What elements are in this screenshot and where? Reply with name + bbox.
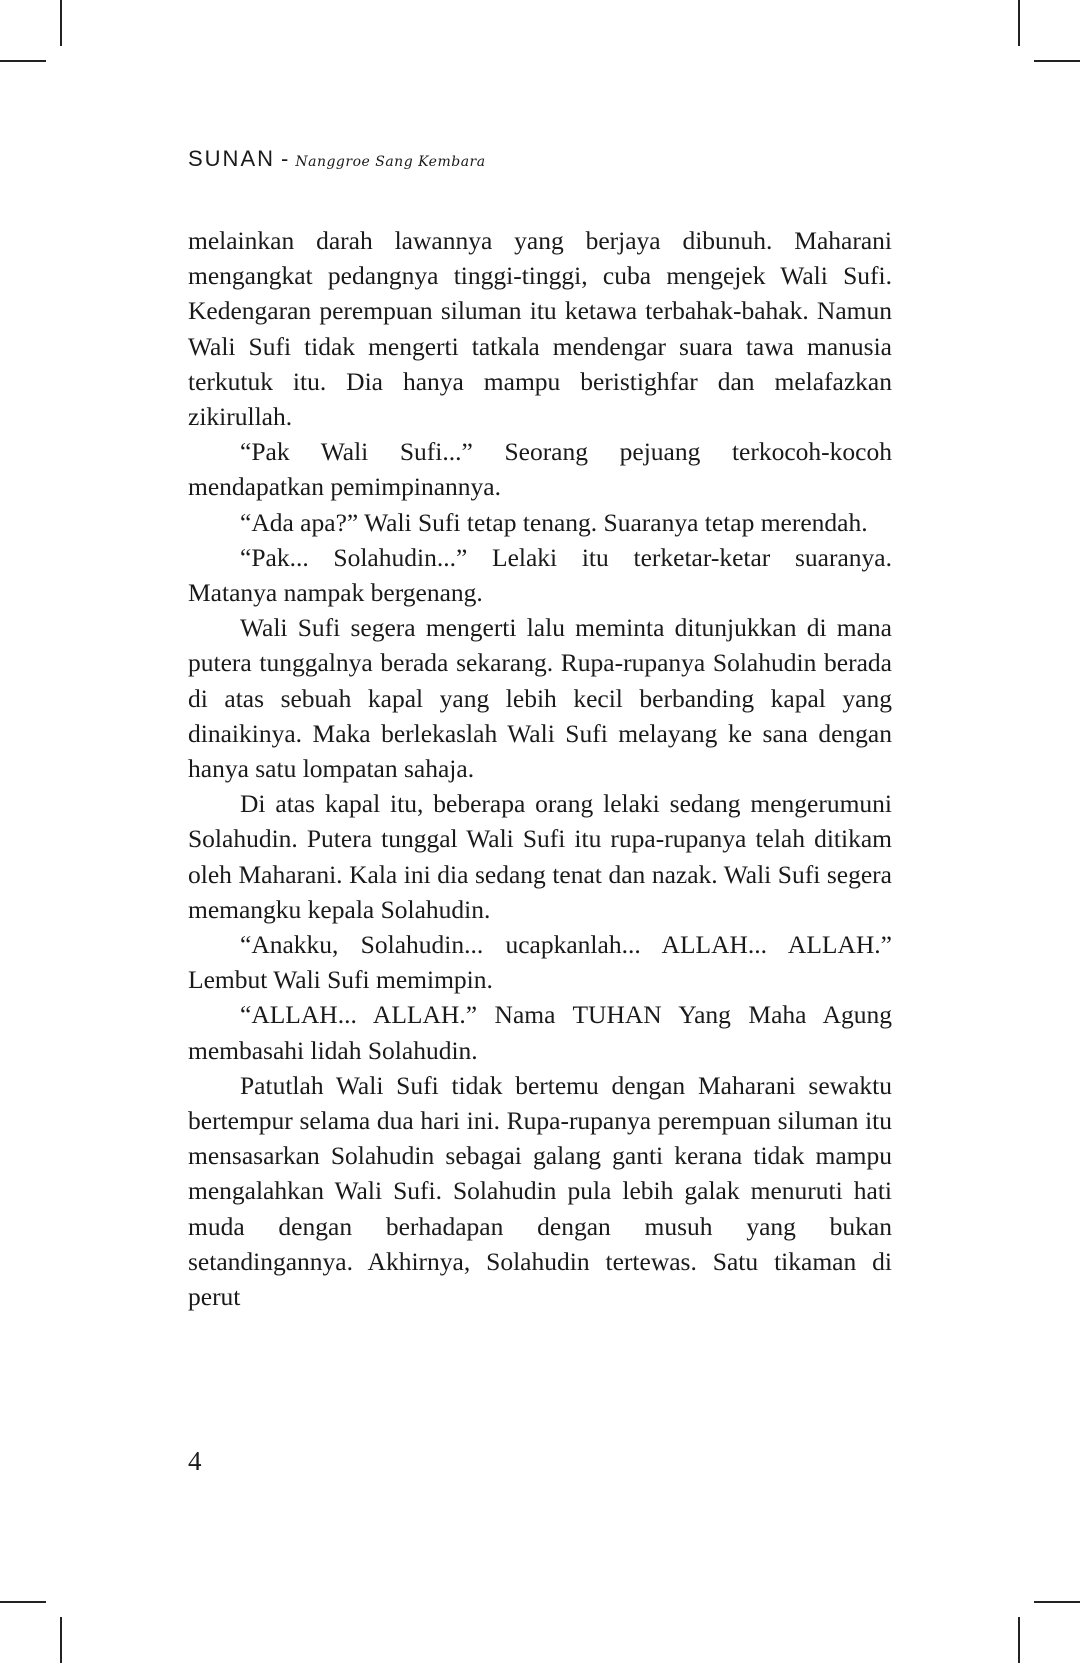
crop-mark-top-right-vertical xyxy=(1018,0,1020,46)
paragraph-9: Patutlah Wali Sufi tidak bertemu dengan Maharani sewaktu bertempur selama dua hari ini. Rupa-rupanya perempuan siluman itu mensasarkan Solahudin sebagai galang ganti kerana tidak mampu mengalahkan Wali Sufi. Solahudin pula lebih galak menuruti hati muda dengan berhadapan dengan musuh yang bukan setandingannya. Akhirnya, Solahudin tertewas. Satu tikaman di perut xyxy=(188,1070,892,1312)
paragraph-2: “Pak Wali Sufi...” Seorang pejuang terkocoh-kocoh mendapatkan pemimpinannya. xyxy=(188,437,892,502)
paragraph-6: Di atas kapal itu, beberapa orang lelaki sedang mengerumuni Solahudin. Putera tunggal Wali Sufi itu rupa-rupanya telah ditikam oleh Maharani. Kala ini dia sedang tenat dan nazak. Wali Sufi segera memangku kepala Solahudin. xyxy=(188,789,892,924)
body-text xyxy=(188,223,892,1314)
paragraph-5: Wali Sufi segera mengerti lalu meminta ditunjukkan di mana putera tunggalnya berada sekarang. Rupa-rupanya Solahudin berada di atas sebuah kapal yang lebih kecil berbanding kapal yang dinaikinya. Maka berlekaslah Wali Sufi melayang ke sana dengan hanya satu lompatan sahaja. xyxy=(188,613,892,784)
header-subtitle: Nanggroe Sang Kembara xyxy=(295,154,486,170)
crop-mark-bottom-right-horizontal xyxy=(1034,1601,1080,1603)
paragraph-7: “Anakku, Solahudin... ucapkanlah... ALLAH... ALLAH.” Lembut Wali Sufi memimpin. xyxy=(188,930,892,995)
header-brand: SUNAN xyxy=(188,146,276,171)
paragraph-1: melainkan darah lawannya yang berjaya dibunuh. Maharani mengangkat pedangnya tinggi-tinggi, cuba mengejek Wali Sufi. Kedengaran perempuan siluman itu ketawa terbahak-bahak. Namun Wali Sufi tidak mengerti tatkala mendengar suara tawa manusia terkutuk itu. Dia hanya mampu beristighfar dan melafazkan zikirullah. xyxy=(188,226,892,432)
paragraph-3: “Ada apa?” Wali Sufi tetap tenang. Suaranya tetap merendah. xyxy=(240,507,868,537)
crop-mark-bottom-left-vertical xyxy=(60,1617,62,1663)
crop-mark-bottom-left-horizontal xyxy=(0,1601,46,1603)
page-number: 4 xyxy=(188,1446,202,1476)
paragraph-8: “ALLAH... ALLAH.” Nama TUHAN Yang Maha Agung membasahi lidah Solahudin. xyxy=(188,1000,892,1065)
crop-mark-top-left-horizontal xyxy=(0,60,46,62)
paragraph-4: “Pak... Solahudin...” Lelaki itu terketar-ketar suaranya. Matanya nampak bergenang. xyxy=(188,542,892,608)
crop-mark-bottom-right-vertical xyxy=(1018,1617,1020,1663)
header-separator: - xyxy=(281,146,290,171)
crop-mark-top-left-vertical xyxy=(60,0,62,46)
running-header xyxy=(188,146,486,172)
crop-mark-top-right-horizontal xyxy=(1034,60,1080,62)
